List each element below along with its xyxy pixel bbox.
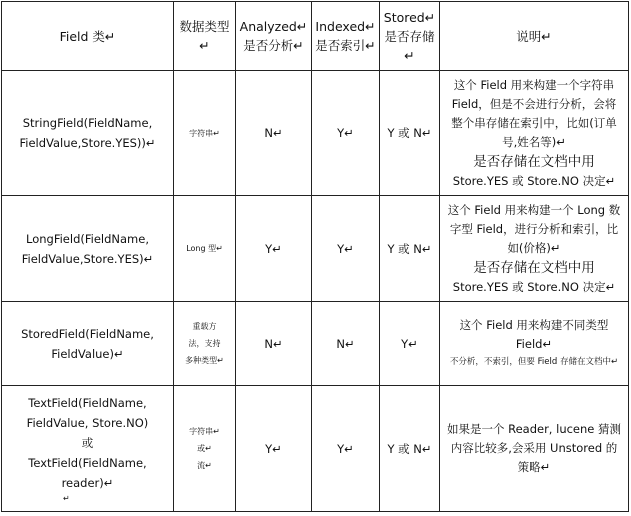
header-indexed: Indexed↵是否索引↵ [312,2,380,71]
table-row [2,302,629,386]
header-field-class: Field 类↵ [2,2,174,71]
description-cell [440,196,629,302]
type-cell [174,302,236,386]
header-analyzed: Analyzed↵是否分析↵ [236,2,312,71]
description-line: Field，但是不会进行分析，会将 [451,96,617,111]
description-line: 策略↵ [517,460,551,474]
description-line: 这个 Field 用来构建一个字符串 [453,77,615,92]
description-line: Field↵ [515,337,553,351]
analyzed-cell: N↵ [236,71,312,196]
description-emphasis: 是否存储在文档中用 [473,259,595,276]
table-row [2,386,629,512]
description-line: 内容比较多,会采用 Unstored 的 [450,441,618,455]
description-line: 这个 Field 用来构建不同类型 [459,318,609,332]
field-line: FieldValue,Store.YES))↵ [19,136,156,150]
field-line: LongField(FieldName, [26,231,149,246]
field-line: reader)↵ [61,475,114,490]
description-line: Store.YES 或 Store.NO 决定↵ [452,279,616,294]
description-cell [440,386,629,512]
stored-cell: Y 或 N↵ [380,71,440,196]
table-row [2,71,629,196]
description-line: Store.YES 或 Store.NO 决定↵ [452,173,616,188]
field-table [1,1,629,512]
field-line: TextField(FieldName, [28,395,147,410]
description-emphasis: 是否存储在文档中用 [473,153,595,170]
field-cell [2,302,174,386]
field-line: FieldValue)↵ [51,346,124,361]
type-line: 多种类型↵ [185,356,224,365]
indexed-cell: Y↵ [312,196,380,302]
description-line: 如果是一个 Reader, lucene 猜测 [446,422,622,436]
description-line: 整个串存储在索引中，比如(订单 [451,115,617,130]
stored-cell: Y↵ [380,302,440,386]
field-line: FieldValue, Store.NO) [26,415,149,430]
header-description: 说明↵ [440,2,629,71]
type-cell: 字符串↵ [174,71,236,196]
type-line: 重载方 [192,322,217,331]
description-line: 这个 Field 用来构建一个 Long 数 [447,202,621,217]
type-line: 法，支持 [188,339,221,348]
stored-cell: Y 或 N↵ [380,386,440,512]
field-line: TextField(FieldName, [28,455,147,470]
type-line: 字符串↵ [189,427,220,436]
header-data-type: 数据类型↵ [174,2,236,71]
description-cell [440,302,629,386]
description-line: 号,姓名等)↵ [502,134,566,149]
stored-cell: Y 或 N↵ [380,196,440,302]
type-line: 流↵ [197,461,212,470]
field-line: 或 [81,435,94,450]
analyzed-cell: Y↵ [236,386,312,512]
field-cell [2,71,174,196]
field-line: StringField(FieldName, [22,116,153,130]
type-cell [174,386,236,512]
header-stored: Stored↵是否存储↵ [380,2,440,71]
field-line: FieldValue,Store.YES)↵ [21,251,154,266]
field-line: StoredField(FieldName, [21,326,154,341]
table-row [2,196,629,302]
description-cell [440,71,629,196]
field-cell [2,196,174,302]
field-line: ↵ [63,493,70,503]
description-line: 如(价格)↵ [507,240,561,255]
indexed-cell: Y↵ [312,386,380,512]
indexed-cell: Y↵ [312,71,380,196]
field-cell [2,386,174,512]
description-note: 不分析，不索引，但要 Field 存储在文档中↵ [449,357,619,367]
type-line: 或↵ [197,444,212,453]
indexed-cell: N↵ [312,302,380,386]
analyzed-cell: Y↵ [236,196,312,302]
analyzed-cell: N↵ [236,302,312,386]
header-row [2,2,629,71]
type-cell: Long 型↵ [174,196,236,302]
description-line: 字型 Field，进行分析和索引，比 [449,221,619,236]
